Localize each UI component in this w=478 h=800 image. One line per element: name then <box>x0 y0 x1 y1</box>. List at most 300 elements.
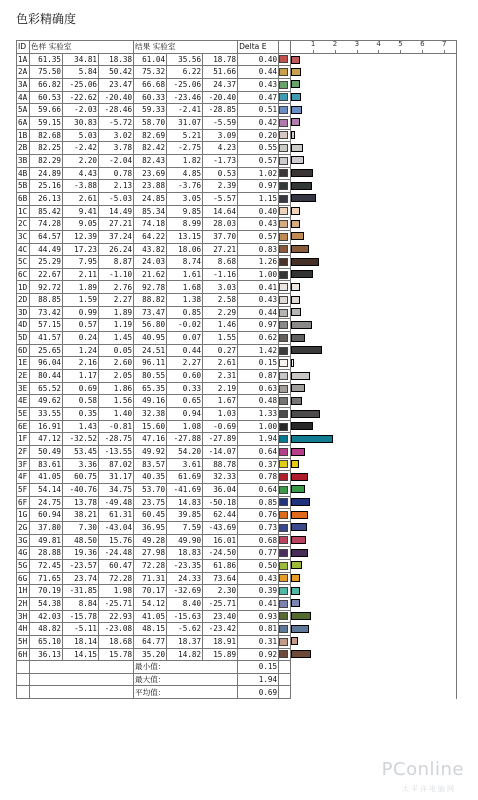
table-row <box>17 142 457 155</box>
sample-b-cell: -0.81 <box>99 420 134 433</box>
delta-bar-cell <box>291 521 457 534</box>
delta-bar-cell <box>291 192 457 205</box>
result-a-cell: 18.83 <box>167 547 203 560</box>
delta-e-bar <box>291 612 311 620</box>
patch-id-cell: 1F <box>17 433 30 446</box>
swatch-cell <box>279 129 291 142</box>
summary-blank <box>17 686 30 699</box>
color-swatch <box>279 638 288 646</box>
color-swatch <box>279 612 288 620</box>
result-b-cell: 2.31 <box>203 370 238 383</box>
delta-bar-cell <box>291 116 457 129</box>
color-swatch <box>279 549 288 557</box>
swatch-cell <box>279 230 291 243</box>
sample-a-cell: -32.52 <box>63 433 99 446</box>
sample-a-cell: 3.36 <box>63 458 99 471</box>
sample-a-cell: 2.20 <box>63 154 99 167</box>
delta-e-bar <box>291 56 300 64</box>
delta-bar-cell <box>291 205 457 218</box>
delta-e-cell: 0.73 <box>238 521 279 534</box>
sample-a-cell: 1.24 <box>63 344 99 357</box>
sample-a-cell: 7.30 <box>63 521 99 534</box>
result-b-cell: 15.89 <box>203 648 238 661</box>
sample-b-cell: -25.71 <box>99 597 134 610</box>
axis-tick-label: 3 <box>354 40 360 48</box>
sample-a-cell: 4.43 <box>63 167 99 180</box>
color-swatch <box>279 410 288 418</box>
sample-a-cell: 2.11 <box>63 268 99 281</box>
delta-e-bar <box>291 334 305 342</box>
result-l-cell: 96.11 <box>134 357 167 370</box>
delta-e-cell: 0.63 <box>238 382 279 395</box>
result-a-cell: 1.08 <box>167 420 203 433</box>
swatch-cell <box>279 192 291 205</box>
delta-e-cell: 0.81 <box>238 623 279 636</box>
result-b-cell: 1.46 <box>203 319 238 332</box>
delta-bar-cell <box>291 218 457 231</box>
result-a-cell: 14.83 <box>167 496 203 509</box>
result-l-cell: 74.18 <box>134 218 167 231</box>
header-result-lab: 结果 实验室 <box>134 41 238 54</box>
color-swatch <box>279 119 288 127</box>
sample-l-cell: 28.88 <box>30 547 63 560</box>
result-a-cell: 8.99 <box>167 218 203 231</box>
result-l-cell: 24.03 <box>134 256 167 269</box>
swatch-cell <box>279 104 291 117</box>
result-l-cell: 35.20 <box>134 648 167 661</box>
sample-l-cell: 36.13 <box>30 648 63 661</box>
delta-e-bar <box>291 346 322 354</box>
delta-e-cell: 0.43 <box>238 572 279 585</box>
delta-e-bar <box>291 118 300 126</box>
sample-b-cell: 14.49 <box>99 205 134 218</box>
result-a-cell: 8.40 <box>167 597 203 610</box>
delta-bar-cell <box>291 129 457 142</box>
color-swatch <box>279 435 288 443</box>
swatch-cell <box>279 180 291 193</box>
sample-l-cell: 48.82 <box>30 623 63 636</box>
delta-e-cell: 0.44 <box>238 66 279 79</box>
delta-bar-cell <box>291 433 457 446</box>
color-swatch <box>279 296 288 304</box>
delta-e-cell: 0.77 <box>238 547 279 560</box>
patch-id-cell: 3E <box>17 382 30 395</box>
result-a-cell: 4.85 <box>167 167 203 180</box>
delta-bar-cell <box>291 91 457 104</box>
color-swatch <box>279 397 288 405</box>
delta-bar-cell <box>291 496 457 509</box>
result-l-cell: 71.31 <box>134 572 167 585</box>
sample-a-cell: 0.24 <box>63 332 99 345</box>
result-b-cell: 2.29 <box>203 306 238 319</box>
delta-e-cell: 0.43 <box>238 218 279 231</box>
result-b-cell: 2.39 <box>203 180 238 193</box>
sample-l-cell: 50.49 <box>30 446 63 459</box>
patch-id-cell: 2F <box>17 446 30 459</box>
table-row <box>17 521 457 534</box>
delta-e-cell: 0.87 <box>238 370 279 383</box>
delta-bar-cell <box>291 370 457 383</box>
delta-bar-cell <box>291 610 457 623</box>
swatch-cell <box>279 116 291 129</box>
delta-e-bar <box>291 422 313 430</box>
patch-id-cell: 4C <box>17 243 30 256</box>
swatch-cell <box>279 648 291 661</box>
result-a-cell: 1.68 <box>167 281 203 294</box>
sample-b-cell: 27.21 <box>99 218 134 231</box>
result-l-cell: 43.82 <box>134 243 167 256</box>
delta-bar-cell <box>291 420 457 433</box>
swatch-cell <box>279 268 291 281</box>
delta-e-cell: 0.50 <box>238 559 279 572</box>
delta-bar-cell <box>291 306 457 319</box>
result-b-cell: 18.91 <box>203 635 238 648</box>
sample-b-cell: 31.17 <box>99 471 134 484</box>
sample-l-cell: 82.25 <box>30 142 63 155</box>
delta-e-cell: 0.78 <box>238 471 279 484</box>
table-row <box>17 471 457 484</box>
sample-l-cell: 24.89 <box>30 167 63 180</box>
delta-e-cell: 0.41 <box>238 597 279 610</box>
delta-e-bar <box>291 561 302 569</box>
sample-b-cell: 26.24 <box>99 243 134 256</box>
patch-id-cell: 5E <box>17 408 30 421</box>
summary-label: 最大值： <box>134 673 238 686</box>
delta-bar-cell <box>291 635 457 648</box>
table-row <box>17 53 457 66</box>
result-l-cell: 88.82 <box>134 294 167 307</box>
table-row <box>17 91 457 104</box>
table-row <box>17 104 457 117</box>
patch-id-cell: 2E <box>17 370 30 383</box>
sample-l-cell: 16.91 <box>30 420 63 433</box>
result-b-cell: 1.03 <box>203 408 238 421</box>
delta-e-bar <box>291 473 308 481</box>
axis-tick-label: 2 <box>332 40 338 48</box>
table-row <box>17 66 457 79</box>
patch-id-cell: 5F <box>17 483 30 496</box>
delta-e-cell: 0.39 <box>238 585 279 598</box>
delta-bar-cell <box>291 230 457 243</box>
watermark-subtitle: 太平洋电脑网 <box>402 785 456 793</box>
sample-l-cell: 65.52 <box>30 382 63 395</box>
result-b-cell: 28.03 <box>203 218 238 231</box>
swatch-cell <box>279 458 291 471</box>
table-row <box>17 218 457 231</box>
delta-e-bar <box>291 232 303 240</box>
summary-blank <box>291 661 457 674</box>
table-row <box>17 597 457 610</box>
result-l-cell: 54.12 <box>134 597 167 610</box>
result-b-cell: 14.64 <box>203 205 238 218</box>
patch-id-cell: 3G <box>17 534 30 547</box>
result-b-cell: 2.61 <box>203 357 238 370</box>
swatch-cell <box>279 332 291 345</box>
result-a-cell: -23.35 <box>167 559 203 572</box>
sample-b-cell: 87.02 <box>99 458 134 471</box>
sample-l-cell: 49.62 <box>30 395 63 408</box>
swatch-cell <box>279 547 291 560</box>
delta-e-cell: 0.41 <box>238 281 279 294</box>
delta-e-cell: 1.33 <box>238 408 279 421</box>
delta-bar-cell <box>291 180 457 193</box>
delta-e-cell: 1.00 <box>238 268 279 281</box>
delta-bar-cell <box>291 281 457 294</box>
sample-b-cell: 34.75 <box>99 483 134 496</box>
result-l-cell: 49.92 <box>134 446 167 459</box>
delta-axis <box>291 41 457 54</box>
result-b-cell: 16.01 <box>203 534 238 547</box>
delta-bar-cell <box>291 268 457 281</box>
delta-e-bar <box>291 207 300 215</box>
sample-a-cell: -5.11 <box>63 623 99 636</box>
delta-e-bar <box>291 220 300 228</box>
delta-e-bar <box>291 485 305 493</box>
sample-l-cell: 22.67 <box>30 268 63 281</box>
sample-b-cell: 8.87 <box>99 256 134 269</box>
sample-l-cell: 70.19 <box>30 585 63 598</box>
table-row <box>17 306 457 319</box>
sample-l-cell: 61.35 <box>30 53 63 66</box>
patch-id-cell: 3C <box>17 230 30 243</box>
swatch-cell <box>279 53 291 66</box>
result-a-cell: 1.82 <box>167 154 203 167</box>
sample-l-cell: 26.13 <box>30 192 63 205</box>
sample-a-cell: 17.23 <box>63 243 99 256</box>
color-swatch <box>279 271 288 279</box>
swatch-cell <box>279 433 291 446</box>
table-row <box>17 509 457 522</box>
table-row <box>17 395 457 408</box>
result-l-cell: 24.51 <box>134 344 167 357</box>
table-row <box>17 256 457 269</box>
delta-e-bar <box>291 460 299 468</box>
result-b-cell: 36.04 <box>203 483 238 496</box>
result-a-cell: 54.20 <box>167 446 203 459</box>
delta-e-cell: 0.64 <box>238 446 279 459</box>
swatch-cell <box>279 408 291 421</box>
sample-l-cell: 59.15 <box>30 116 63 129</box>
patch-id-cell: 5D <box>17 332 30 345</box>
sample-b-cell: -49.48 <box>99 496 134 509</box>
table-row <box>17 243 457 256</box>
swatch-cell <box>279 256 291 269</box>
result-a-cell: 3.61 <box>167 458 203 471</box>
patch-id-cell: 4A <box>17 91 30 104</box>
delta-e-bar <box>291 637 298 645</box>
result-a-cell: -27.88 <box>167 433 203 446</box>
patch-id-cell: 4F <box>17 471 30 484</box>
delta-bar-cell <box>291 256 457 269</box>
delta-e-bar <box>291 270 313 278</box>
result-a-cell: 0.33 <box>167 382 203 395</box>
table-row <box>17 332 457 345</box>
delta-e-cell: 0.85 <box>238 496 279 509</box>
swatch-cell <box>279 243 291 256</box>
sample-l-cell: 85.42 <box>30 205 63 218</box>
delta-bar-cell <box>291 243 457 256</box>
swatch-cell <box>279 572 291 585</box>
sample-b-cell: 1.86 <box>99 382 134 395</box>
result-a-cell: 0.65 <box>167 395 203 408</box>
sample-a-cell: 48.50 <box>63 534 99 547</box>
color-swatch <box>279 55 288 63</box>
sample-b-cell: -24.48 <box>99 547 134 560</box>
table-row <box>17 433 457 446</box>
header-delta-e: Delta E <box>238 41 279 54</box>
sample-a-cell: 53.45 <box>63 446 99 459</box>
sample-l-cell: 41.57 <box>30 332 63 345</box>
patch-id-cell: 3A <box>17 78 30 91</box>
sample-b-cell: -23.08 <box>99 623 134 636</box>
swatch-cell <box>279 471 291 484</box>
result-l-cell: 82.43 <box>134 154 167 167</box>
result-a-cell: 49.90 <box>167 534 203 547</box>
delta-bar-cell <box>291 167 457 180</box>
sample-a-cell: 0.35 <box>63 408 99 421</box>
color-swatch <box>279 93 288 101</box>
color-swatch <box>279 460 288 468</box>
sample-a-cell: -15.78 <box>63 610 99 623</box>
sample-l-cell: 65.10 <box>30 635 63 648</box>
color-swatch <box>279 574 288 582</box>
color-swatch <box>279 650 288 658</box>
result-b-cell: 32.33 <box>203 471 238 484</box>
sample-b-cell: 3.02 <box>99 129 134 142</box>
result-a-cell: 1.38 <box>167 294 203 307</box>
sample-a-cell: 12.39 <box>63 230 99 243</box>
result-b-cell: -20.40 <box>203 91 238 104</box>
sample-a-cell: 13.78 <box>63 496 99 509</box>
sample-l-cell: 41.05 <box>30 471 63 484</box>
patch-id-cell: 5C <box>17 256 30 269</box>
delta-e-cell: 0.43 <box>238 294 279 307</box>
delta-bar-cell <box>291 104 457 117</box>
summary-row <box>17 686 457 699</box>
summary-blank <box>291 686 457 699</box>
swatch-cell <box>279 319 291 332</box>
table-row <box>17 294 457 307</box>
sample-a-cell: 8.84 <box>63 597 99 610</box>
delta-bar-cell <box>291 572 457 585</box>
delta-e-bar <box>291 80 300 88</box>
result-a-cell: 24.33 <box>167 572 203 585</box>
sample-a-cell: 0.57 <box>63 319 99 332</box>
color-swatch <box>279 309 288 317</box>
sample-b-cell: 0.05 <box>99 344 134 357</box>
table-row <box>17 268 457 281</box>
delta-e-cell: 0.62 <box>238 332 279 345</box>
sample-b-cell: 60.47 <box>99 559 134 572</box>
patch-id-cell: 1C <box>17 205 30 218</box>
result-a-cell: 9.85 <box>167 205 203 218</box>
result-l-cell: 48.15 <box>134 623 167 636</box>
result-l-cell: 82.69 <box>134 129 167 142</box>
sample-l-cell: 54.14 <box>30 483 63 496</box>
sample-a-cell: -3.88 <box>63 180 99 193</box>
summary-blank <box>30 686 134 699</box>
swatch-cell <box>279 610 291 623</box>
table-row <box>17 547 457 560</box>
swatch-cell <box>279 370 291 383</box>
swatch-cell <box>279 623 291 636</box>
delta-e-cell: 0.97 <box>238 319 279 332</box>
delta-e-bar <box>291 245 309 253</box>
result-l-cell: 47.16 <box>134 433 167 446</box>
delta-e-cell: 1.02 <box>238 167 279 180</box>
summary-label: 最小值： <box>134 661 238 674</box>
sample-l-cell: 59.66 <box>30 104 63 117</box>
table-row <box>17 648 457 661</box>
sample-l-cell: 25.29 <box>30 256 63 269</box>
sample-b-cell: 0.78 <box>99 167 134 180</box>
color-swatch <box>279 486 288 494</box>
color-swatch <box>279 321 288 329</box>
swatch-cell <box>279 218 291 231</box>
patch-id-cell: 4B <box>17 167 30 180</box>
result-l-cell: 70.17 <box>134 585 167 598</box>
patch-id-cell: 5A <box>17 104 30 117</box>
delta-bar-cell <box>291 53 457 66</box>
table-row <box>17 610 457 623</box>
color-swatch <box>279 562 288 570</box>
table-row <box>17 483 457 496</box>
delta-e-bar <box>291 574 300 582</box>
delta-e-bar <box>291 68 301 76</box>
sample-a-cell: 1.17 <box>63 370 99 383</box>
delta-e-cell: 0.37 <box>238 458 279 471</box>
sample-l-cell: 24.75 <box>30 496 63 509</box>
patch-id-cell: 6G <box>17 572 30 585</box>
sample-a-cell: 2.61 <box>63 192 99 205</box>
patch-id-cell: 1G <box>17 509 30 522</box>
table-row <box>17 420 457 433</box>
table-row <box>17 154 457 167</box>
delta-e-bar <box>291 359 294 367</box>
result-a-cell: 3.05 <box>167 192 203 205</box>
result-l-cell: 27.98 <box>134 547 167 560</box>
sample-b-cell: 1.19 <box>99 319 134 332</box>
summary-blank <box>279 673 291 686</box>
result-b-cell: 3.09 <box>203 129 238 142</box>
sample-b-cell: 15.78 <box>99 648 134 661</box>
result-a-cell: -25.06 <box>167 78 203 91</box>
result-a-cell: 61.69 <box>167 471 203 484</box>
delta-e-bar <box>291 169 313 177</box>
delta-e-bar <box>291 587 300 595</box>
result-l-cell: 60.33 <box>134 91 167 104</box>
delta-bar-cell <box>291 395 457 408</box>
result-a-cell: 39.85 <box>167 509 203 522</box>
sample-l-cell: 71.65 <box>30 572 63 585</box>
result-a-cell: 7.59 <box>167 521 203 534</box>
delta-e-cell: 1.94 <box>238 433 279 446</box>
page-title: 色彩精确度 <box>16 12 77 26</box>
swatch-cell <box>279 154 291 167</box>
axis-tick-label: 5 <box>398 40 403 48</box>
color-swatch <box>279 423 288 431</box>
delta-e-cell: 1.26 <box>238 256 279 269</box>
sample-a-cell: -31.85 <box>63 585 99 598</box>
sample-l-cell: 96.04 <box>30 357 63 370</box>
result-b-cell: 0.27 <box>203 344 238 357</box>
sample-b-cell: 1.45 <box>99 332 134 345</box>
color-swatch <box>279 245 288 253</box>
summary-blank <box>17 673 30 686</box>
sample-a-cell: 2.16 <box>63 357 99 370</box>
result-b-cell: -25.71 <box>203 597 238 610</box>
result-l-cell: 24.85 <box>134 192 167 205</box>
